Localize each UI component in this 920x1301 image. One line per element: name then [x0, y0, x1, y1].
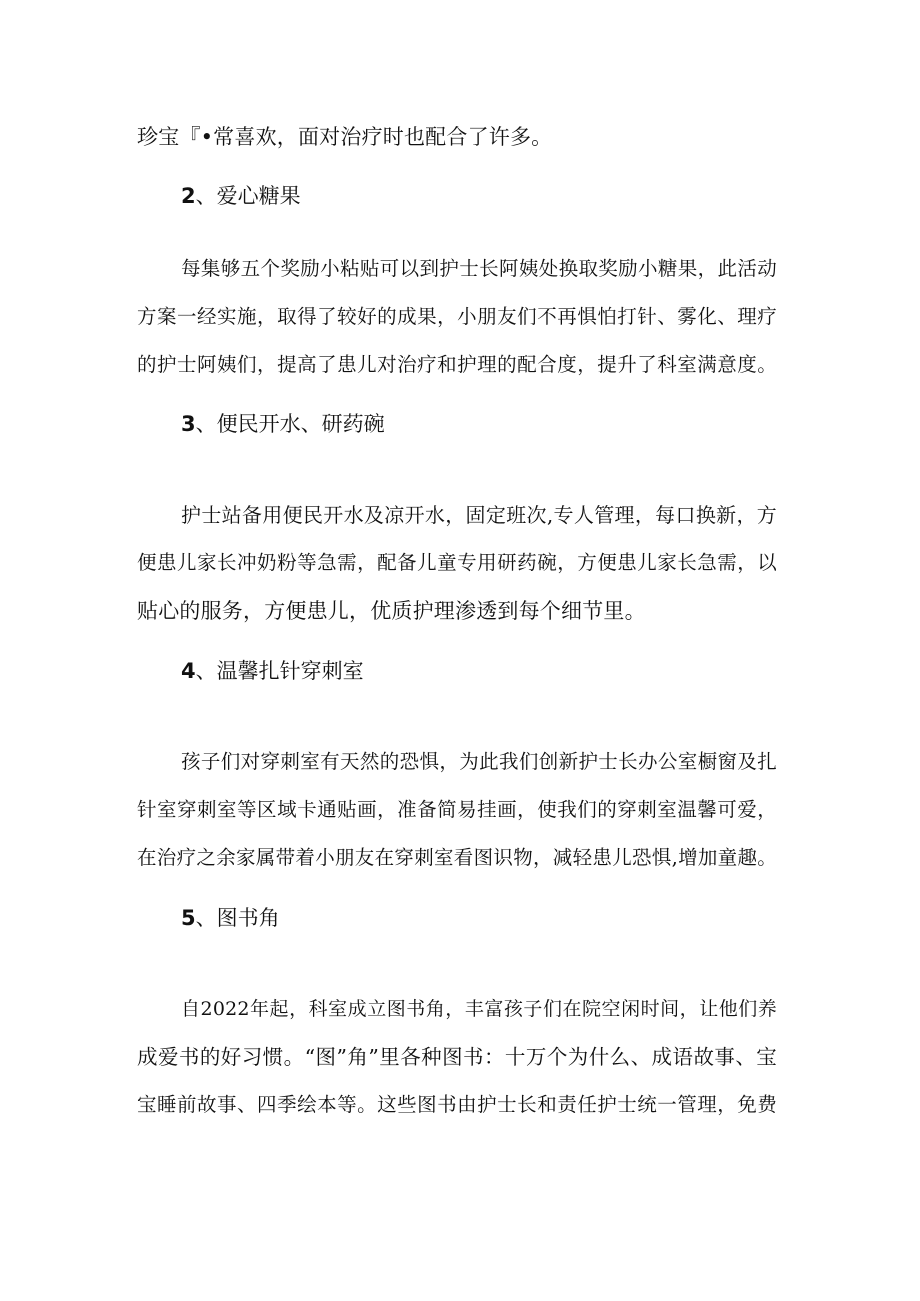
section-title: 爱心糖果 [216, 184, 301, 208]
section-separator: 、 [195, 906, 217, 930]
paragraph-line: 贴心的服务，方便患儿，优质护理渗透到每个细节里。 [137, 599, 646, 623]
section-heading-5 [181, 905, 280, 931]
paragraph-line: 成爱书的好习惯。“图”角”里各种图书：十万个为什么、成语故事、宝 [137, 1045, 777, 1069]
paragraph-line: 的护士阿姨们，提高了患儿对治疗和护理的配合度，提升了科室满意度。 [137, 353, 777, 376]
paragraph-line: 在治疗之余家属带着小朋友在穿刺室看图识物，减轻患儿恐惧,增加童趣。 [137, 846, 777, 869]
section-heading-2 [181, 183, 301, 209]
section-number: 2 [181, 184, 196, 208]
paragraph-line: 便患儿家长冲奶粉等急需，配备儿童专用研药碗，方便患儿家长急需，以 [137, 551, 777, 574]
section-heading-3 [181, 411, 385, 437]
section-heading-4 [181, 658, 364, 684]
section-separator: 、 [195, 412, 217, 436]
section-title: 便民开水、研药碗 [216, 412, 385, 436]
section-number: 4 [181, 659, 196, 683]
paragraph-line: 每集够五个奖励小粘贴可以到护士长阿姨处换取奖励小糖果，此活动 [181, 257, 777, 280]
paragraph-line: 孩子们对穿刺室有天然的恐惧，为此我们创新护士长办公室橱窗及扎 [181, 750, 777, 773]
section-separator: 、 [195, 184, 217, 208]
section-number: 5 [181, 906, 196, 930]
paragraph-line: 方案一经实施，取得了较好的成果，小朋友们不再惧怕打针、雾化、理疗 [137, 305, 777, 328]
section-title: 图书角 [216, 906, 280, 930]
paragraph-line: 护士站备用便民开水及凉开水，固定班次,专人管理，每口换新，方 [181, 503, 777, 527]
intro-line: 珍宝『•常喜欢，面对治疗时也配合了许多。 [137, 125, 553, 149]
paragraph-line: 针室穿刺室等区域卡通贴画，准备简易挂画，使我们的穿刺室温馨可爱， [137, 798, 777, 821]
paragraph-line: 自2022年起，科室成立图书角，丰富孩子们在院空闲时间，让他们养 [181, 998, 777, 1020]
paragraph-line: 宝睡前故事、四季绘本等。这些图书由护士长和责任护士统一管理，免费 [137, 1093, 777, 1116]
section-number: 3 [181, 412, 196, 436]
section-title: 温馨扎针穿刺室 [216, 659, 364, 683]
section-separator: 、 [195, 659, 217, 683]
